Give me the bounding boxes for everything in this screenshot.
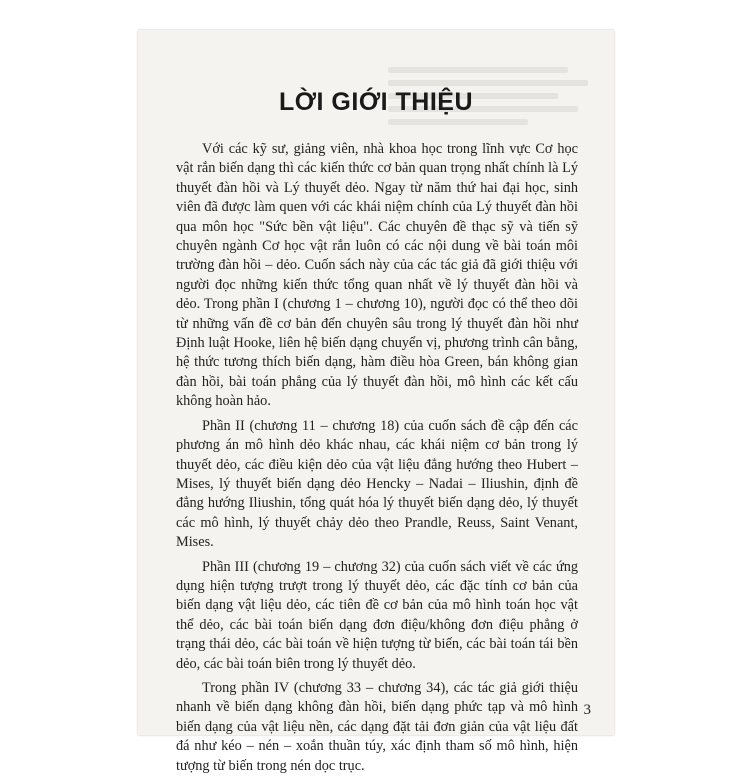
book-page — [138, 30, 614, 774]
page-number: 3 — [583, 702, 591, 718]
paragraph-1: Với các kỹ sư, giảng viên, nhà khoa học trong lĩnh vực Cơ học vật rắn biến dạng thì các kiến thức cơ bản quan trọng nhất chính là Lý thuyết đàn hồi và Lý thuyết dẻo. Ngay từ năm thứ hai đại học, sinh viên đã được làm quen với các khái niệm chính của Lý thuyết đàn hồi qua môn học "Sức bền vật liệu". Các chuyên đề thạc sỹ và tiến sỹ chuyên ngành Cơ học vật rắn luôn có các nội dung về bài toán môi trường đàn hồi – dẻo. Cuốn sách này của các tác giả đã giới thiệu với người đọc những kiến thức tổng quan nhất về lý thuyết đàn hồi và dẻo. Trong phần I (chương 1 – chương 10), người đọc có thể theo dõi từ những vấn đề cơ bản đến chuyên sâu trong lý thuyết đàn hồi như Định luật Hooke, liên hệ biến dạng chuyển vị, phương trình cân bằng, hệ thức tương thích biến dạng, hàm điều hòa Green, bán không gian đàn hồi, bài toán phẳng của lý thuyết đàn hồi, mô hình các kết cấu không hoàn hảo. — [176, 141, 578, 410]
paragraph-2: Phần II (chương 11 – chương 18) của cuốn sách đề cập đến các phương án mô hình dẻo khác nhau, các khái niệm cơ bản trong lý thuyết dẻo, các điều kiện dẻo của vật liệu đẳng hướng theo Hubert – Mises, lý thuyết biến dạng dẻo Hencky – Nadai – Iliushin, định đề đẳng hướng Iliushin, tổng quát hóa lý thuyết biến dạng dẻo, lý thuyết các mô hình, lý thuyết chảy dẻo theo Prandle, Reuss, Saint Venant, Mises. — [176, 417, 578, 551]
paragraph-3: Phần III (chương 19 – chương 32) của cuốn sách viết về các ứng dụng hiện tượng trượt trong lý thuyết dẻo, các đặc tính cơ bản của biến dạng vật liệu dẻo, các tiên đề cơ bản của mô hình toán học vật thể dẻo, các bài toán biến dạng đơn điệu/không đơn điệu phẳng ở trạng thái dẻo, các bài toán về hiện tượng từ biến, các bài toán tái bền dẻo, các bài toán biên trong lý thuyết dẻo. — [176, 558, 578, 672]
page-body — [176, 140, 578, 781]
page-title: LỜI GIỚI THIỆU — [278, 88, 474, 116]
paragraph-4: Trong phần IV (chương 33 – chương 34), các tác giả giới thiệu nhanh về biến dạng không đàn hồi, biến dạng phức tạp và mô hình biến dạng của vật liệu nền, các dạng đặt tải đơn giản của vật liệu đất đá như kéo – nén – xoắn thuần túy, xác định tham số mô hình, hiện tượng từ biến trong nén dọc trục. — [176, 679, 578, 774]
